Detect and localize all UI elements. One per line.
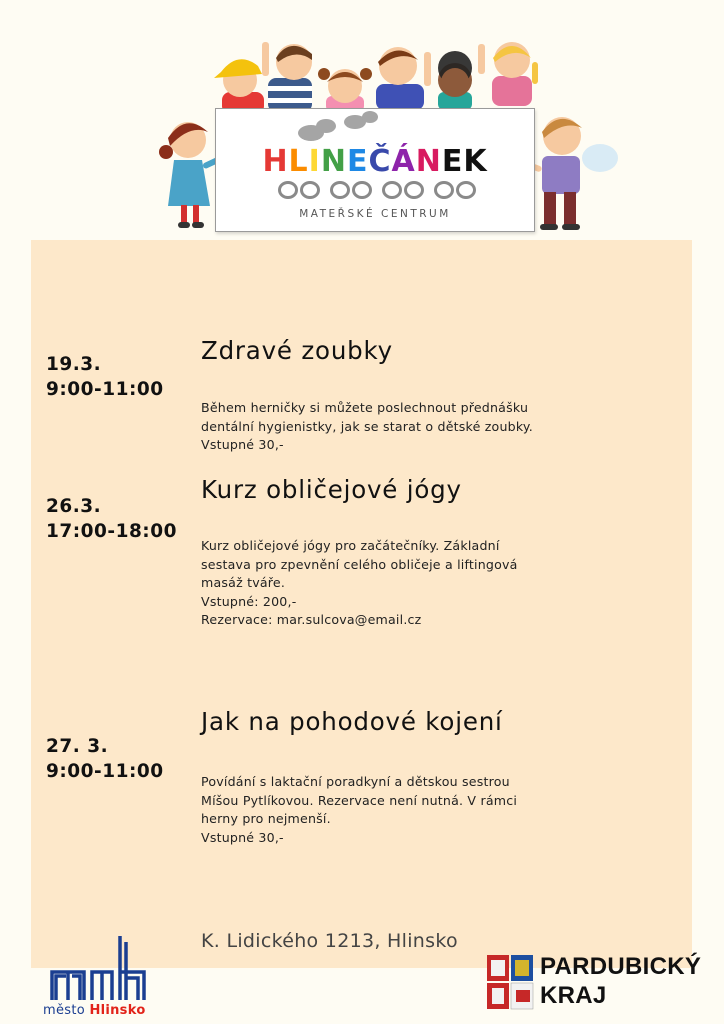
- train-wheels: [278, 181, 478, 199]
- event-date: [46, 734, 164, 784]
- event-day: 26.3.: [46, 496, 102, 517]
- event-title: Jak na pohodové kojení: [201, 707, 503, 736]
- kid-pigtails: [318, 68, 372, 112]
- event-day: 27. 3.: [46, 736, 109, 757]
- kid-striped: [262, 42, 312, 112]
- region-name: PARDUBICKÝ KRAJ: [540, 953, 702, 1009]
- brand-subtitle: MATEŘSKÉ CENTRUM: [299, 208, 451, 220]
- event-time: 9:00-11:00: [46, 761, 164, 782]
- brand-sign: [215, 108, 535, 232]
- city-caption: město Hlinsko: [43, 1003, 146, 1018]
- event-time: 17:00-18:00: [46, 521, 177, 542]
- smoke-cloud: [362, 111, 378, 123]
- region-logo: [486, 952, 716, 1012]
- region-coat-of-arms-icon: [486, 954, 534, 1010]
- event-date: [46, 352, 164, 402]
- event-title: Zdravé zoubky: [201, 336, 393, 365]
- kid-blonde: [478, 42, 538, 106]
- kid-yellow-cap: [214, 59, 264, 114]
- smoke-cloud: [316, 119, 336, 133]
- event-time: 9:00-11:00: [46, 379, 164, 400]
- event-description: Během herničky si můžete poslechnout přednášku dentální hygienistky, jak se starat o dětské zoubky. Vstupné 30,-: [201, 400, 533, 452]
- event-description: Povídání s laktační poradkyní a dětskou sestrou Míšou Pytlíkovou. Rezervace není nutná. V rámci herny pro nejmenší. Vstupné 30,-: [201, 774, 518, 845]
- kid-blue-shirt: [376, 47, 431, 110]
- address: K. Lidického 1213, Hlinsko: [201, 930, 458, 952]
- event-date: [46, 494, 177, 544]
- brand-name: HLINEČÁNEK: [262, 144, 488, 179]
- event-title: Kurz obličejové jógy: [201, 475, 462, 504]
- kid-curly-hair: [438, 51, 472, 110]
- event-day: 19.3.: [46, 354, 102, 375]
- event-description: Kurz obličejové jógy pro začátečníky. Základní sestava pro zpevnění celého obličeje a liftingová masáž tváře. Vstupné: 200,- Rezervace: mar.sulcova@email.cz: [201, 538, 518, 627]
